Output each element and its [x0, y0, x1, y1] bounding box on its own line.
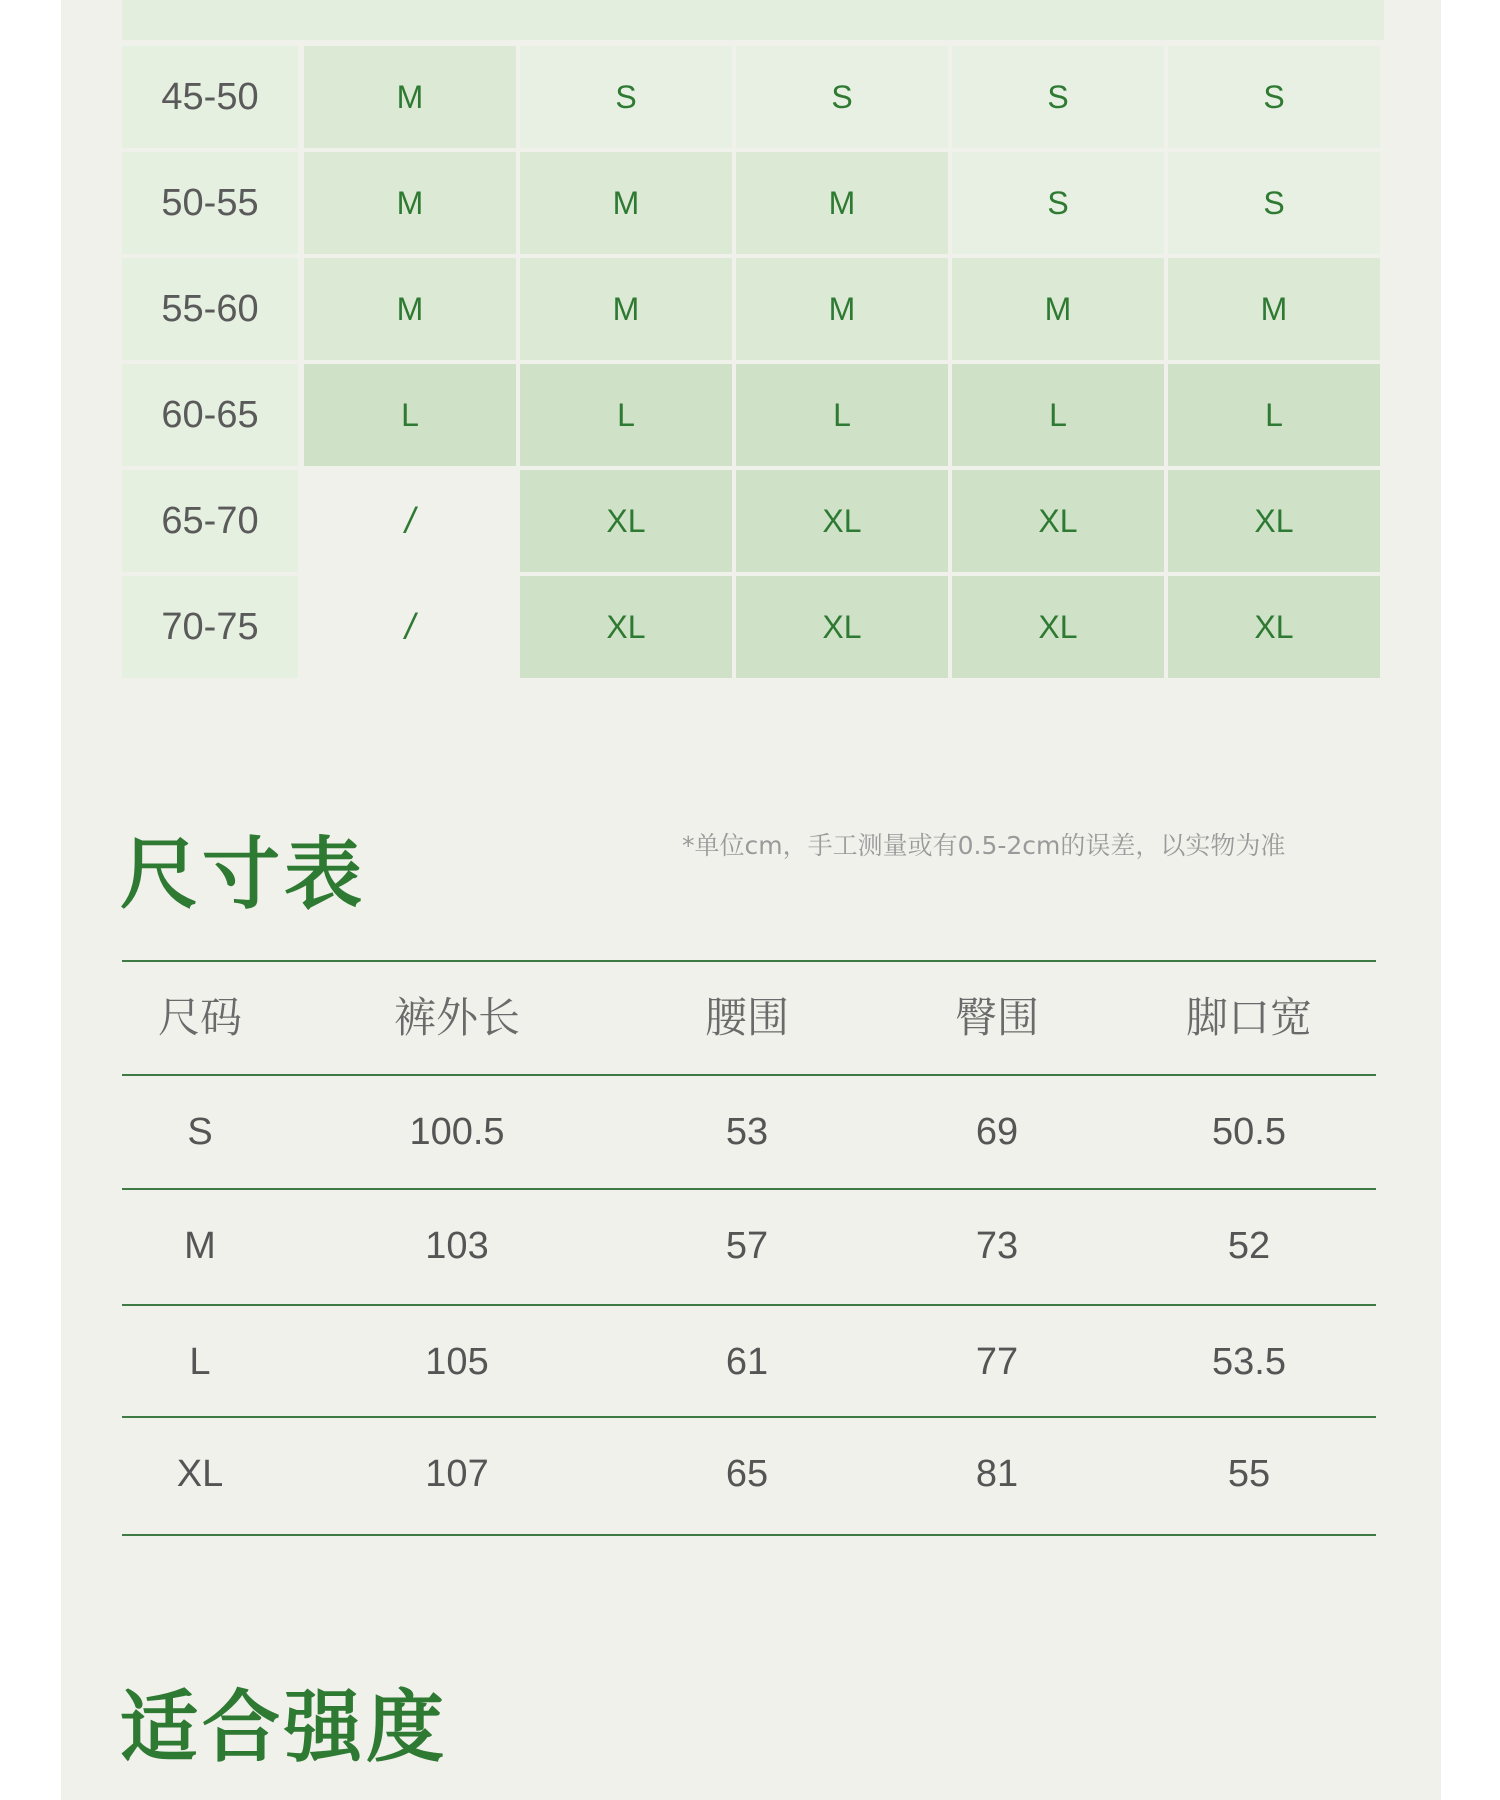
grid-size-cell: L — [520, 364, 732, 466]
table-row-rule — [122, 1534, 1376, 1536]
grid-row-label: 55-60 — [122, 258, 298, 360]
grid-size-cell: / — [404, 500, 415, 541]
grid-size-cell: M — [520, 152, 732, 254]
grid-size-cell: M — [736, 152, 948, 254]
cell-hip: 73 — [975, 1224, 1019, 1267]
grid-size-cell: L — [304, 364, 516, 466]
grid-size-cell: M — [304, 46, 516, 148]
grid-size-cell: S — [1168, 152, 1380, 254]
fit-recommendation-grid — [0, 0, 1500, 700]
grid-size-cell: M — [304, 152, 516, 254]
grid-size-cell: XL — [520, 470, 732, 572]
grid-row-label: 60-65 — [122, 364, 298, 466]
cell-hem-width: 50.5 — [1212, 1110, 1286, 1153]
grid-size-cell: / — [404, 606, 415, 647]
cell-waist: 57 — [725, 1224, 769, 1267]
grid-size-cell: S — [736, 46, 948, 148]
grid-size-cell: S — [952, 152, 1164, 254]
grid-size-cell: XL — [736, 470, 948, 572]
grid-size-cell: L — [952, 364, 1164, 466]
grid-size-cell: M — [1168, 258, 1380, 360]
grid-size-cell: M — [304, 258, 516, 360]
header-waist: 腰围 — [704, 993, 789, 1042]
grid-size-cell: XL — [952, 576, 1164, 678]
grid-row-label: 70-75 — [122, 576, 298, 678]
grid-top-partial-row — [122, 0, 1384, 40]
cell-hip: 81 — [975, 1452, 1019, 1495]
grid-size-cell: S — [1168, 46, 1380, 148]
grid-size-cell: L — [736, 364, 948, 466]
cell-size: M — [184, 1224, 216, 1267]
cell-size: L — [189, 1340, 211, 1383]
grid-size-cell: M — [520, 258, 732, 360]
grid-size-cell: XL — [1168, 470, 1380, 572]
cell-outseam: 107 — [425, 1452, 489, 1495]
header-outseam: 裤外长 — [393, 993, 520, 1042]
grid-size-cell: S — [520, 46, 732, 148]
grid-row-label: 65-70 — [122, 470, 298, 572]
cell-size: XL — [176, 1452, 224, 1495]
grid-row-label: 50-55 — [122, 152, 298, 254]
cell-outseam: 100.5 — [409, 1110, 505, 1153]
cell-size: S — [187, 1110, 213, 1153]
cell-outseam: 105 — [425, 1340, 489, 1383]
grid-size-cell: M — [736, 258, 948, 360]
header-hem-width: 脚口宽 — [1185, 993, 1312, 1042]
cell-waist: 53 — [725, 1110, 769, 1153]
grid-size-cell: XL — [520, 576, 732, 678]
grid-size-cell: M — [952, 258, 1164, 360]
grid-size-cell: XL — [1168, 576, 1380, 678]
size-chart-note: *单位cm，手工测量或有0.5-2cm的误差，以实物为准 — [682, 831, 1286, 860]
grid-size-cell: XL — [952, 470, 1164, 572]
cell-hip: 77 — [975, 1340, 1019, 1383]
header-size: 尺码 — [157, 993, 242, 1042]
cell-hem-width: 53.5 — [1212, 1340, 1286, 1383]
intensity-title: 适合强度 — [120, 1683, 449, 1773]
grid-size-cell: XL — [736, 576, 948, 678]
header-hip: 臀围 — [954, 993, 1039, 1042]
grid-row-label: 45-50 — [122, 46, 298, 148]
cell-hem-width: 52 — [1227, 1224, 1271, 1267]
cell-hip: 69 — [975, 1110, 1019, 1153]
size-chart-title: 尺寸表 — [120, 830, 367, 920]
cell-hem-width: 55 — [1227, 1452, 1271, 1495]
grid-size-cell: L — [1168, 364, 1380, 466]
cell-outseam: 103 — [425, 1224, 489, 1267]
grid-size-cell: S — [952, 46, 1164, 148]
cell-waist: 65 — [725, 1452, 769, 1495]
cell-waist: 61 — [725, 1340, 769, 1383]
